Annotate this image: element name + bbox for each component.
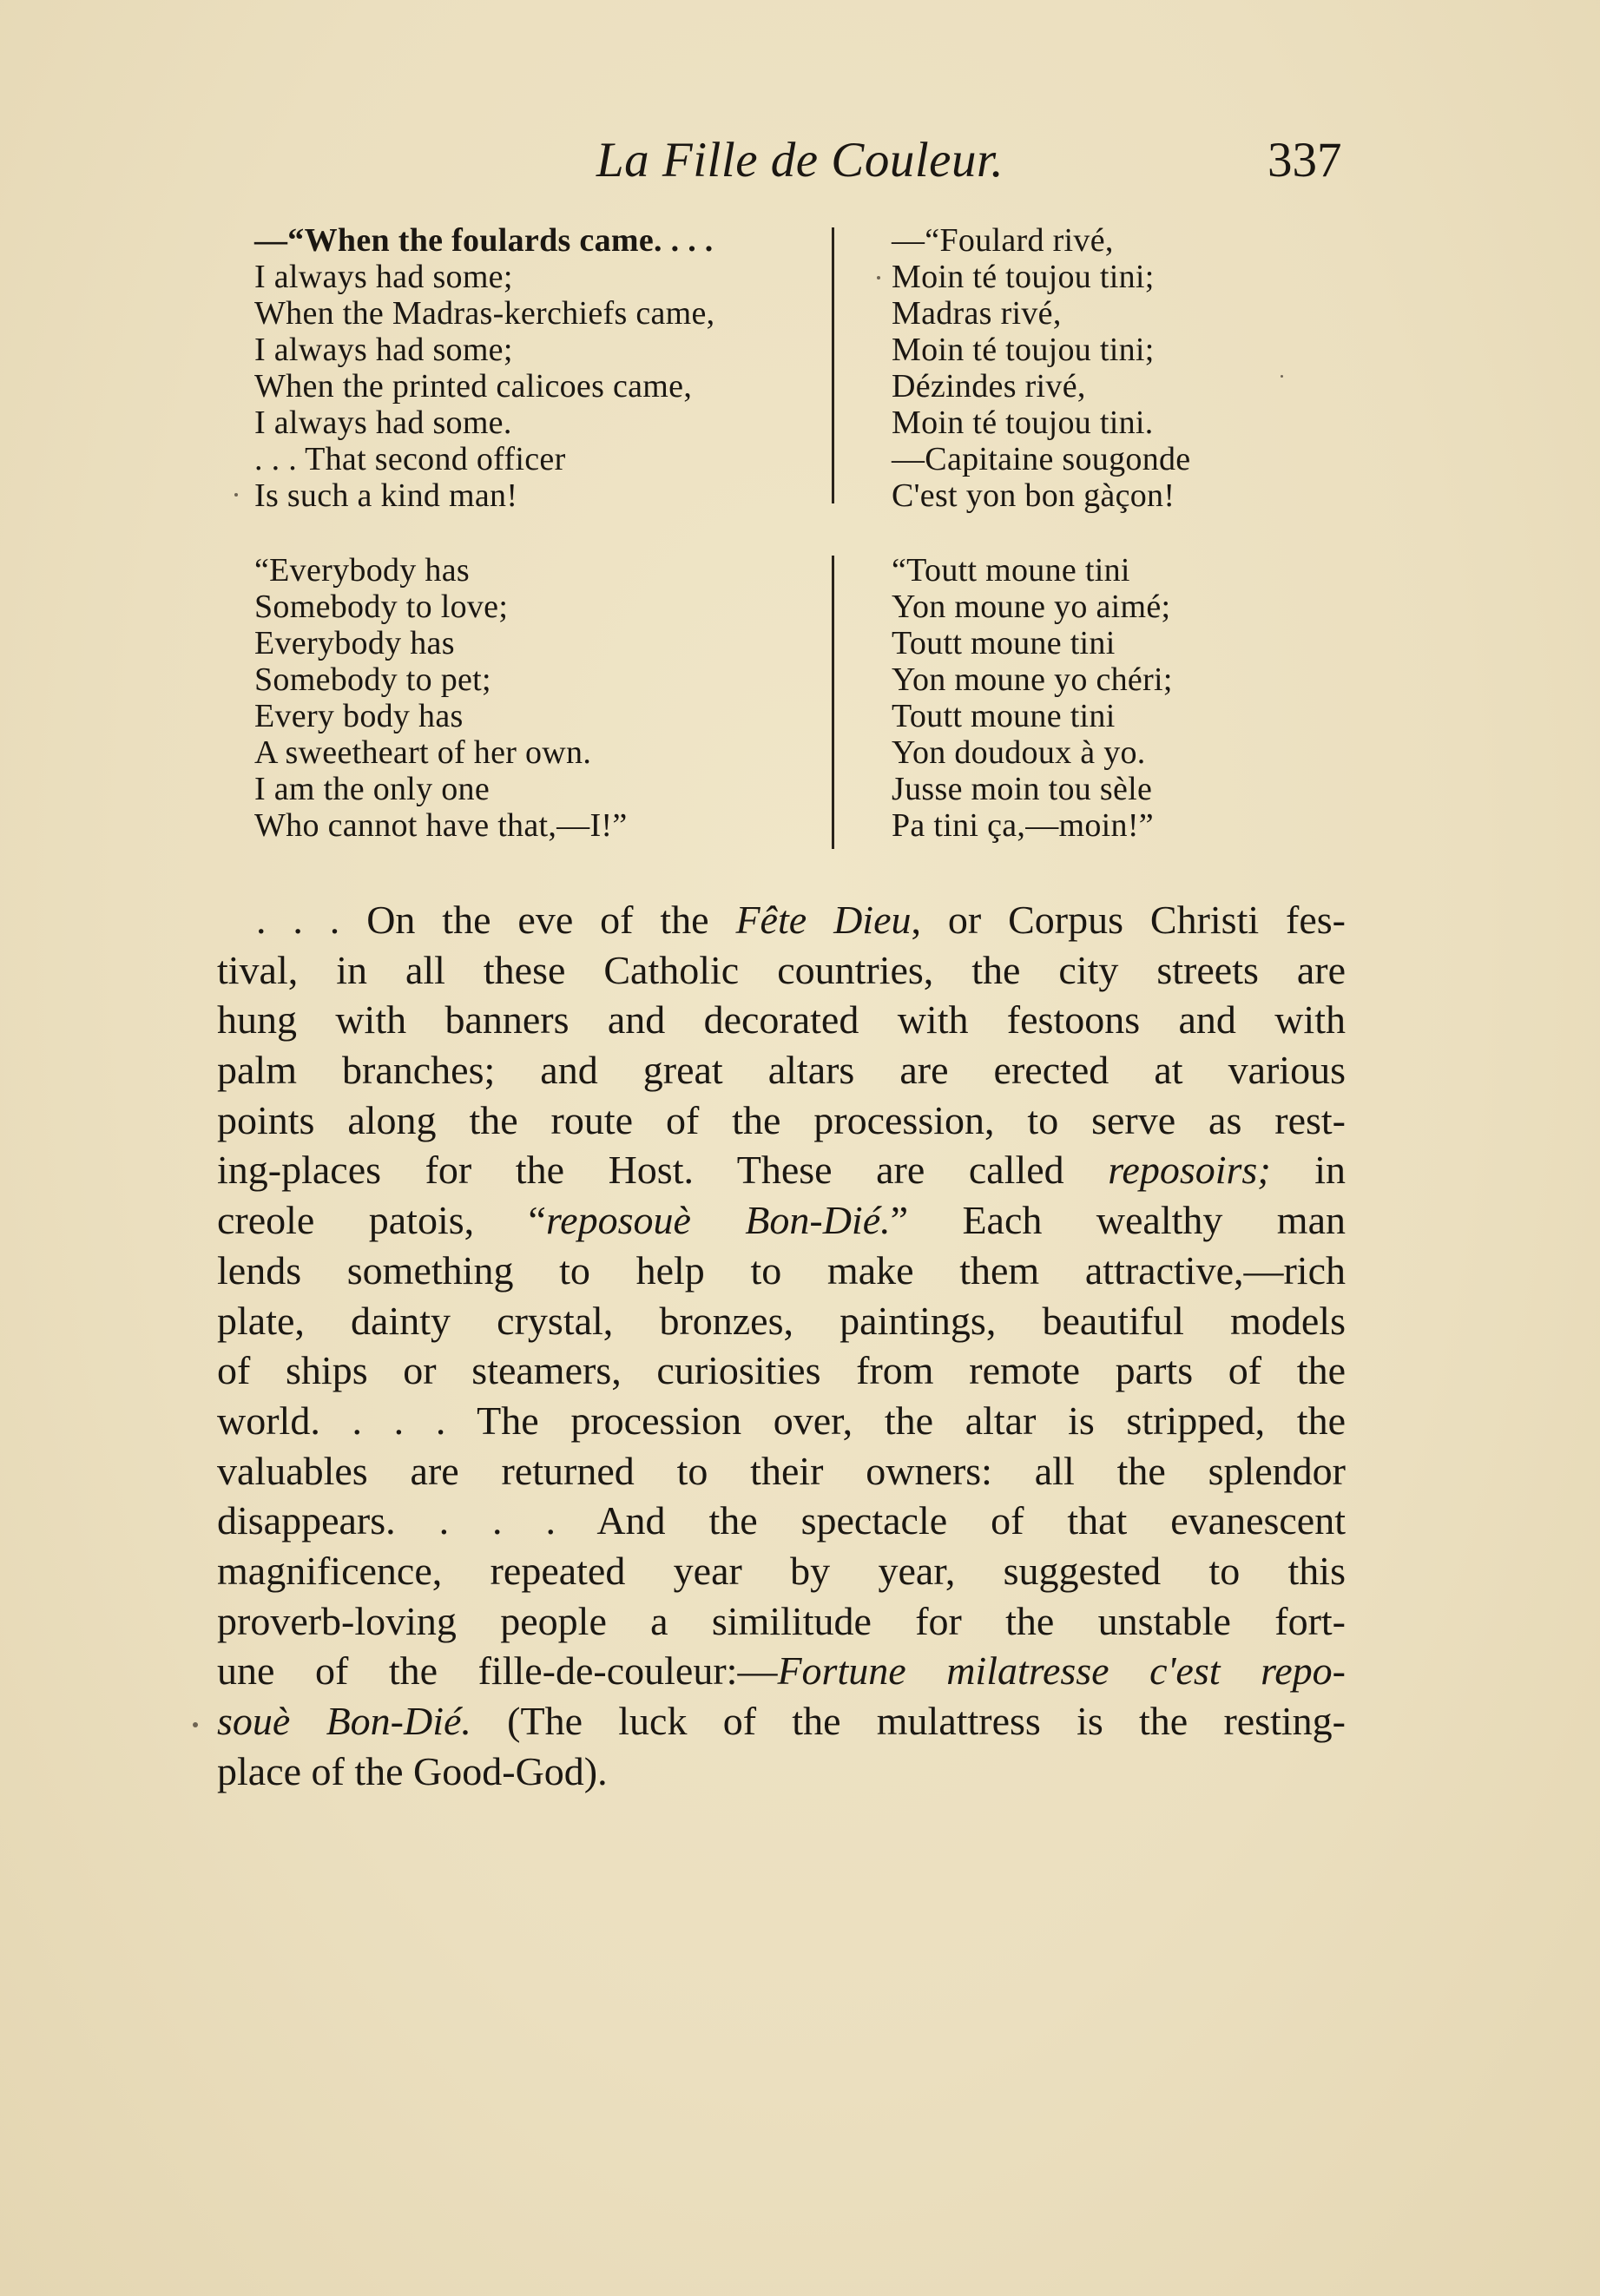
creole-verse-stanza-2 (892, 552, 1173, 844)
verse-line: I always had some; (254, 259, 513, 295)
italic-term: Fortune milatresse c'est repo- (777, 1648, 1346, 1694)
verse-line: —“Foulard rivé, (892, 222, 1114, 259)
verse-line: I always had some. (254, 405, 512, 441)
verse-line: Yon moune yo chéri; (892, 661, 1173, 698)
verse-line: Who cannot have that,—I!” (254, 807, 628, 844)
verse-line: Yon moune yo aimé; (892, 589, 1171, 625)
prose-line: points along the route of the procession, to serve as rest- (217, 1097, 1346, 1142)
prose-line: disappears. . . . And the spectacle of that evanescent (217, 1498, 1346, 1543)
verse-line: When the Madras-kerchiefs came, (254, 295, 715, 332)
verse-line: “Toutt moune tini (892, 552, 1130, 589)
creole-verse-stanza-1 (892, 222, 1190, 514)
prose-paragraph (217, 895, 1346, 1796)
paper-speck (193, 1722, 198, 1727)
verse-line: Every body has (254, 698, 464, 734)
prose-line: palm branches; and great altars are erected at various (217, 1048, 1346, 1093)
paper-speck (234, 493, 238, 497)
italic-term: reposoirs; (1108, 1148, 1271, 1193)
verse-line: Yon doudoux à yo. (892, 734, 1146, 771)
verse-line: Dézindes rivé, (892, 368, 1086, 405)
verse-line: Toutt moune tini (892, 698, 1116, 734)
column-divider (832, 227, 834, 503)
verse-line: I always had some; (254, 332, 513, 368)
italic-term: souè Bon-Dié. (217, 1699, 471, 1743)
verse-line: “Everybody has (254, 552, 470, 589)
running-title: La Fille de Couleur. (596, 133, 1004, 187)
prose-line: . . . On the eve of the Fête Dieu, or Corpus Christi fes- (256, 898, 1346, 942)
prose-line: tival, in all these Catholic countries, the city streets are (217, 947, 1346, 992)
prose-line: souè Bon-Dié. (The luck of the mulattress is the resting- (217, 1699, 1346, 1743)
verse-line: I am the only one (254, 771, 491, 807)
prose-line: ing-places for the Host. These are called reposoirs; in (217, 1148, 1347, 1193)
verse-line: Moin té toujou tini. (892, 405, 1154, 441)
page-number: 337 (1267, 133, 1342, 187)
prose-line: lends something to help to make them attractive,—rich (217, 1247, 1346, 1293)
prose-line: valuables are returned to their owners: all the splendor (217, 1448, 1346, 1493)
english-verse-stanza-1 (254, 222, 714, 514)
prose-line: world. . . . The procession over, the altar is stripped, the (217, 1398, 1346, 1443)
italic-term: Fête Dieu (735, 898, 912, 942)
prose-line: creole patois, “reposouè Bon-Dié.” Each wealthy man (217, 1198, 1346, 1243)
prose-line: une of the fille-de-couleur:—Fortune milatresse c'est repo- (217, 1648, 1346, 1694)
prose-line: magnificence, repeated year by year, suggested to this (217, 1548, 1346, 1593)
verse-line: Jusse moin tou sèle (892, 771, 1153, 807)
column-divider (832, 556, 834, 849)
prose-line: plate, dainty crystal, bronzes, paintings, beautiful models (217, 1298, 1346, 1343)
verse-line: When the printed calicoes came, (254, 368, 693, 405)
prose-line: proverb-loving people a similitude for the unstable fort- (217, 1598, 1346, 1643)
prose-line: hung with banners and decorated with festoons and with (217, 997, 1346, 1043)
italic-term: reposouè Bon-Dié. (545, 1198, 891, 1243)
verse-line: Somebody to pet; (254, 661, 491, 698)
verse-line: A sweetheart of her own. (254, 734, 592, 771)
verse-line: C'est yon bon gàçon! (892, 477, 1175, 514)
verse-line: Moin té toujou tini; (892, 332, 1155, 368)
verse-line: Somebody to love; (254, 589, 509, 625)
verse-line: . . . That second officer (254, 441, 566, 477)
verse-line: Moin té toujou tini; (892, 259, 1155, 295)
paper-speck (877, 276, 880, 280)
verse-line: Madras rivé, (892, 295, 1062, 332)
paper-speck (1281, 375, 1283, 378)
verse-line: Toutt moune tini (892, 625, 1116, 661)
english-verse-stanza-2 (254, 552, 628, 844)
verse-line: Everybody has (254, 625, 455, 661)
prose-line: place of the Good-God). (217, 1748, 608, 1793)
verse-line: Pa tini ça,—moin!” (892, 807, 1154, 844)
verse-line: —Capitaine sougonde (892, 441, 1191, 477)
verse-line: —“When the foulards came. . . . (254, 222, 714, 259)
verse-line: Is such a kind man! (254, 477, 518, 514)
prose-line: of ships or steamers, curiosities from remote parts of the (217, 1348, 1346, 1393)
